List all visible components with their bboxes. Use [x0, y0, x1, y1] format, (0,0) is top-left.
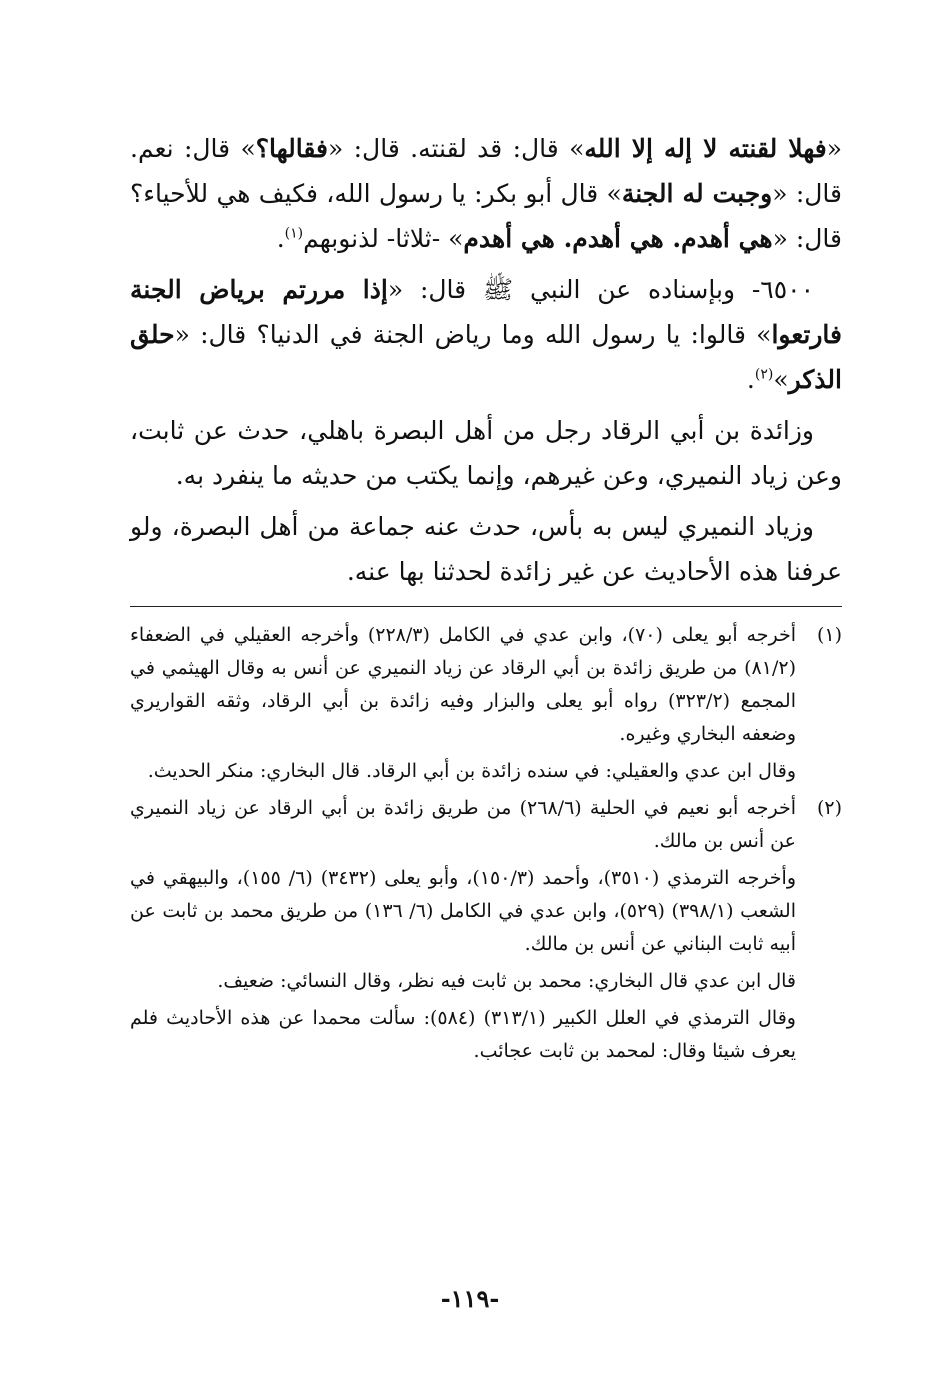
hadith-quote: إذا مررتم برياض الجنة فارتعوا: [130, 275, 842, 349]
text-run: .: [276, 224, 285, 253]
footnote-text: أخرجه أبو نعيم في الحلية (٢٦٨/٦) من طريق زائدة بن أبي الرقاد عن زياد النميري عن أنس بن مالك.: [130, 797, 797, 852]
footnote-2-continuation: وأخرجه الترمذي (٣٥١٠)، وأحمد (١٥٠/٣)، وأبو يعلى (٣٤٣٢) (٦/ ١٥٥)، والبيهقي في الشعب (٣٩٨/١) (٥٢٩)، وابن عدي في الكامل (٦/ ١٣٦) من طريق محمد بن ثابت عن أبيه ثابت البناني عن أنس بن مالك.: [130, 867, 796, 955]
hadith-quote: هي أهدم. هي أهدم. هي أهدم: [463, 224, 773, 253]
hadith-quote: فهلا لقنته لا إله إلا الله: [584, 134, 827, 163]
page-content: [130, 126, 842, 1072]
footnote-2-continuation: قال ابن عدي قال البخاري: محمد بن ثابت فيه نظر، وقال النسائي: ضعيف.: [217, 970, 796, 992]
text-run: «: [826, 134, 842, 163]
text-run: » -ثلاثا- لذنوبهم: [303, 224, 464, 253]
paragraph-hadith-6500: [130, 267, 842, 402]
text-run: » قال أبو بكر: يا رسول الله، فكيف هي للأحياء؟ قال: «: [130, 179, 842, 253]
paragraph-zaidah: وزائدة بن أبي الرقاد رجل من أهل البصرة باهلي، حدث عن ثابت، وعن زياد النميري، وعن غيرهم، وإنما يكتب من حديثه ما ينفرد به.: [130, 416, 842, 490]
paragraph-ziyad: وزياد النميري ليس به بأس، حدث عنه جماعة من أهل البصرة، ولو عرفنا هذه الأحاديث عن غير زائدة لحدثنا بها عنه.: [130, 512, 842, 586]
hadith-quote: فقالها؟: [255, 134, 328, 163]
paragraph-hadith-continuation: [130, 126, 842, 261]
footnote-number: (٢): [816, 797, 842, 819]
footnotes: [130, 619, 842, 1068]
footnote-text: أخرجه أبو يعلى (٧٠)، وابن عدي في الكامل (٢٢٨/٣) وأخرجه العقيلي في الضعفاء (٨١/٢) من طريق زائدة بن أبي الرقاد عن زياد النميري عن أنس به وقال الهيثمي في المجمع (٣٢٣/٢) رواه أبو يعلى والبزار وفيه زائدة بن أبي الرقاد، وثقه القواريري وضعفه البخاري وغيره.: [130, 624, 796, 745]
footnote-divider: [130, 606, 842, 607]
hadith-quote: وجبت له الجنة: [621, 179, 773, 208]
text-run: ٦٥٠٠- وبإسناده عن النبي ﷺ قال: «: [387, 275, 814, 304]
text-run: .: [746, 365, 755, 394]
footnote-number: (١): [816, 624, 842, 646]
text-run: »: [773, 365, 789, 394]
main-text: [130, 126, 842, 594]
footnote-ref[interactable]: (١): [284, 225, 304, 242]
footnote-ref[interactable]: (٢): [754, 366, 774, 383]
footnote-1-continuation: وقال ابن عدي والعقيلي: في سنده زائدة بن أبي الرقاد. قال البخاري: منكر الحديث.: [147, 760, 796, 782]
text-run: » قالوا: يا رسول الله وما رياض الجنة في الدنيا؟ قال: «: [174, 320, 772, 349]
page-number: -١١٩-: [440, 1284, 500, 1313]
hadith-quote: حلق الذكر: [130, 320, 842, 394]
text-run: » قال: قد لقنته. قال: «: [328, 134, 585, 163]
footnote-1: [130, 619, 842, 751]
footnote-2-continuation: وقال الترمذي في العلل الكبير (٣١٣/١) (٥٨٤): سألت محمدا عن هذه الأحاديث فلم يعرف شيئا وقال: لمحمد بن ثابت عجائب.: [130, 1007, 796, 1062]
text-run: » قال: نعم. قال: «: [130, 134, 842, 208]
footnote-2: [130, 792, 842, 858]
